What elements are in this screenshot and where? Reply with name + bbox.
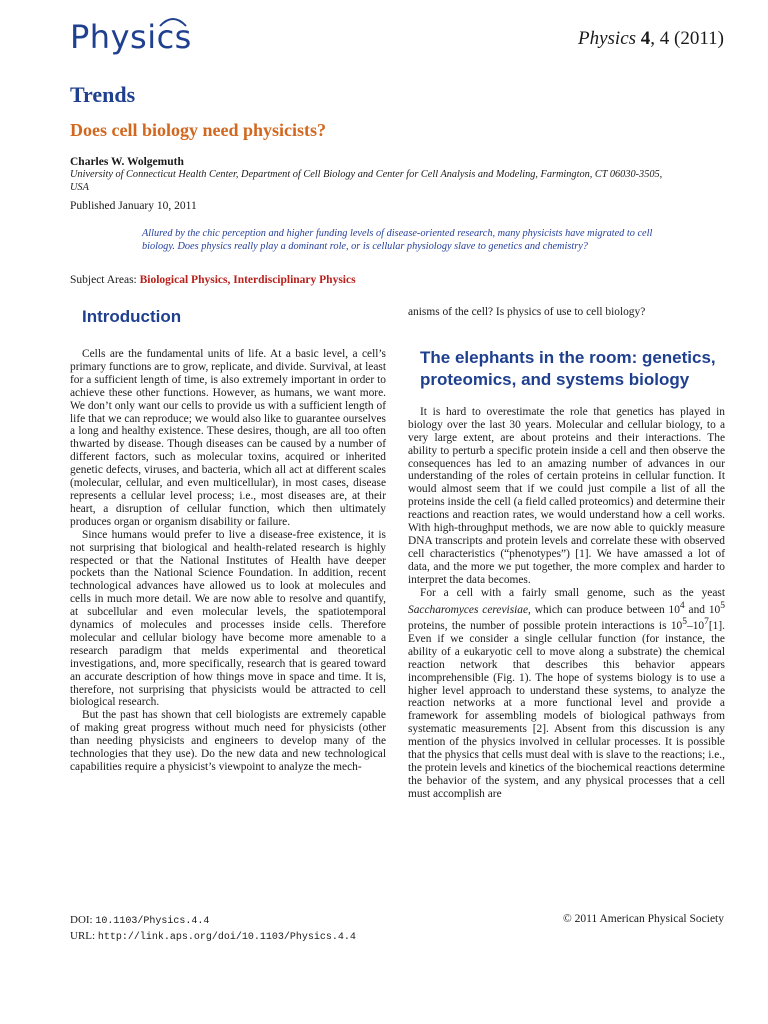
introduction-heading: Introduction — [82, 307, 182, 326]
subject-label: Subject Areas: — [70, 274, 137, 286]
p2-start: For a cell with a fairly small genome, such as the yeast — [420, 586, 725, 599]
doi-label: DOI: — [70, 914, 96, 926]
exponent: 7 — [704, 617, 709, 628]
published-date: Published January 10, 2011 — [70, 200, 197, 212]
journal-logo — [70, 18, 192, 56]
journal-citation — [578, 28, 724, 50]
right-column — [408, 306, 725, 801]
url-link[interactable]: http://link.aps.org/doi/10.1103/Physics.4.4 — [97, 932, 356, 943]
section-label: Trends — [70, 82, 136, 107]
p2-c: proteins, the number of possible protein interactions is 10 — [408, 620, 683, 632]
citation-volume: 4 — [640, 28, 651, 49]
subject-area-links[interactable]: Biological Physics, Interdisciplinary Physics — [139, 274, 356, 286]
p2-a: , which can produce between 10 — [528, 603, 680, 616]
body-paragraph — [408, 587, 725, 801]
exponent: 5 — [720, 600, 725, 611]
elephants-heading: The elephants in the room: genetics, proteomics, and systems biology — [420, 347, 716, 389]
p2-d: –10 — [687, 620, 705, 632]
author-affiliation: University of Connecticut Health Center, Department of Cell Biology and Center for Cell Analysis and Modeling, Farmington, CT 06030-3505, USA — [70, 169, 663, 193]
abstract: Allured by the chic perception and higher funding levels of disease-oriented research, many physicists have migrated to cell biology. Does physics really play a dominant role, or is cellular physiology slave to genetics and chemistry? — [142, 228, 653, 252]
p2-b: and 10 — [684, 603, 721, 616]
url-label: URL: — [70, 930, 98, 942]
logo-text: Physics — [70, 18, 192, 56]
exponent: 5 — [682, 617, 688, 628]
body-paragraph: Cells are the fundamental units of life. At a basic level, a cell’s primary functions are to grow, replicate, and divide. Survival, at least for a sufficient length of time, is also extremely important in order to achieve these other functions. However, as humans, we want more. We don’t only want our cells to provide us with a sufficient length of life that we can reproduce; we would also like to guarantee ourselves a long and healthy existence. These desires, though, are all too often thwarted by disease. Though diseases can be caused by a number of different factors, such as molecular toxins, acquired or inherited genetic defects, viruses, and bacteria, which all act at different scales (molecular, cellular, and even multicellular), in most cases, disease represents a cellular level process; i.e., most diseases are, at their heart, a disruption of cellular function, which then ultimately produces organ or organism disability or failure. — [70, 348, 386, 528]
doi-value[interactable]: 10.1103/Physics.4.4 — [95, 916, 210, 927]
citation-journal: Physics — [578, 28, 637, 49]
body-paragraph: But the past has shown that cell biologists are extremely capable of making great progress without much need for physicists (other than needing physicists and engineers to develop many of the technologies that they use). Do the new data and new technological capabilities require a physicist’s viewpoint to analyze the mech- — [70, 709, 386, 773]
exponent: 4 — [679, 600, 685, 611]
continued-paragraph: anisms of the cell? Is physics of use to cell biology? — [408, 306, 646, 318]
p2-rest: [1]. Even if we consider a single cellular function (for instance, the ability of a eukaryotic cell to move along a substrate) the chemical reaction network that describes this behavior appears incomprehensible (Fig. 1). The hope of systems biology is to use a higher level approach to understand these systems, to analyze the reaction networks at a more functional level and provide a framework for assembling models of biological pathways from systematic measurements [2]. Absent from this discussion is any mention of the physics involved in cellular processes. It is possible that the physics that cells must deal with is slave to the reactions; i.e., the protein levels and kinetics of the biochemical reactions determine the behavior of the system, and any physical processes that a cell must accomplish are — [408, 620, 725, 800]
article-title: Does cell biology need physicists? — [70, 120, 327, 140]
subject-areas — [70, 274, 356, 286]
left-column — [70, 306, 386, 774]
body-paragraph: It is hard to overestimate the role that genetics has played in biology over the last 30 years. Molecular and cellular biology, to a very large extent, are about proteins and their interactions. The ability to perturb a specific protein inside a cell and then observe the consequences has led to an amazing number of advances in our understanding of the roles of certain proteins in cellular function. It would almost seem that if we could just compile a list of all the proteins inside the cell (a field called proteomics) and determine their reactions and reaction rates, we would understand how a cell works. With high-throughput methods, we are now able to quickly measure DNA transcripts and protein levels and correlate these with observed cell characteristics (“phenotypes”) [1]. We have amassed a lot of data, and the more we put together, the more complex and harder to interpret the data becomes. — [408, 405, 725, 586]
author-name: Charles W. Wolgemuth — [70, 156, 184, 168]
footer-doi — [70, 913, 356, 945]
species-name: Saccharomyces cerevisiae — [408, 603, 529, 616]
body-paragraph: Since humans would prefer to live a disease-free existence, it is not surprising that biological and health-related research is highly respected or that the National Institutes of Health have deeper pockets than the National Science Foundation. In addition, recent technological advances have allowed us to look at molecules and cells in much more detail. We are now able to resolve and quantify, at subcellular and even molecular levels, the spatiotemporal dynamics of molecules and processes inside cells. Therefore molecular and cellular biology have become more amenable to a research paradigm that melds experimental and theoretical investigations, and, more specifically, research that is geared toward an accurate description of how things move in space and time. It is, therefore, not surprising that physicists would be attracted to cell biological research. — [70, 528, 386, 709]
logo-arc-icon — [158, 16, 188, 28]
citation-article: , 4 (2011) — [650, 28, 724, 49]
copyright-notice: © 2011 American Physical Society — [563, 913, 724, 925]
